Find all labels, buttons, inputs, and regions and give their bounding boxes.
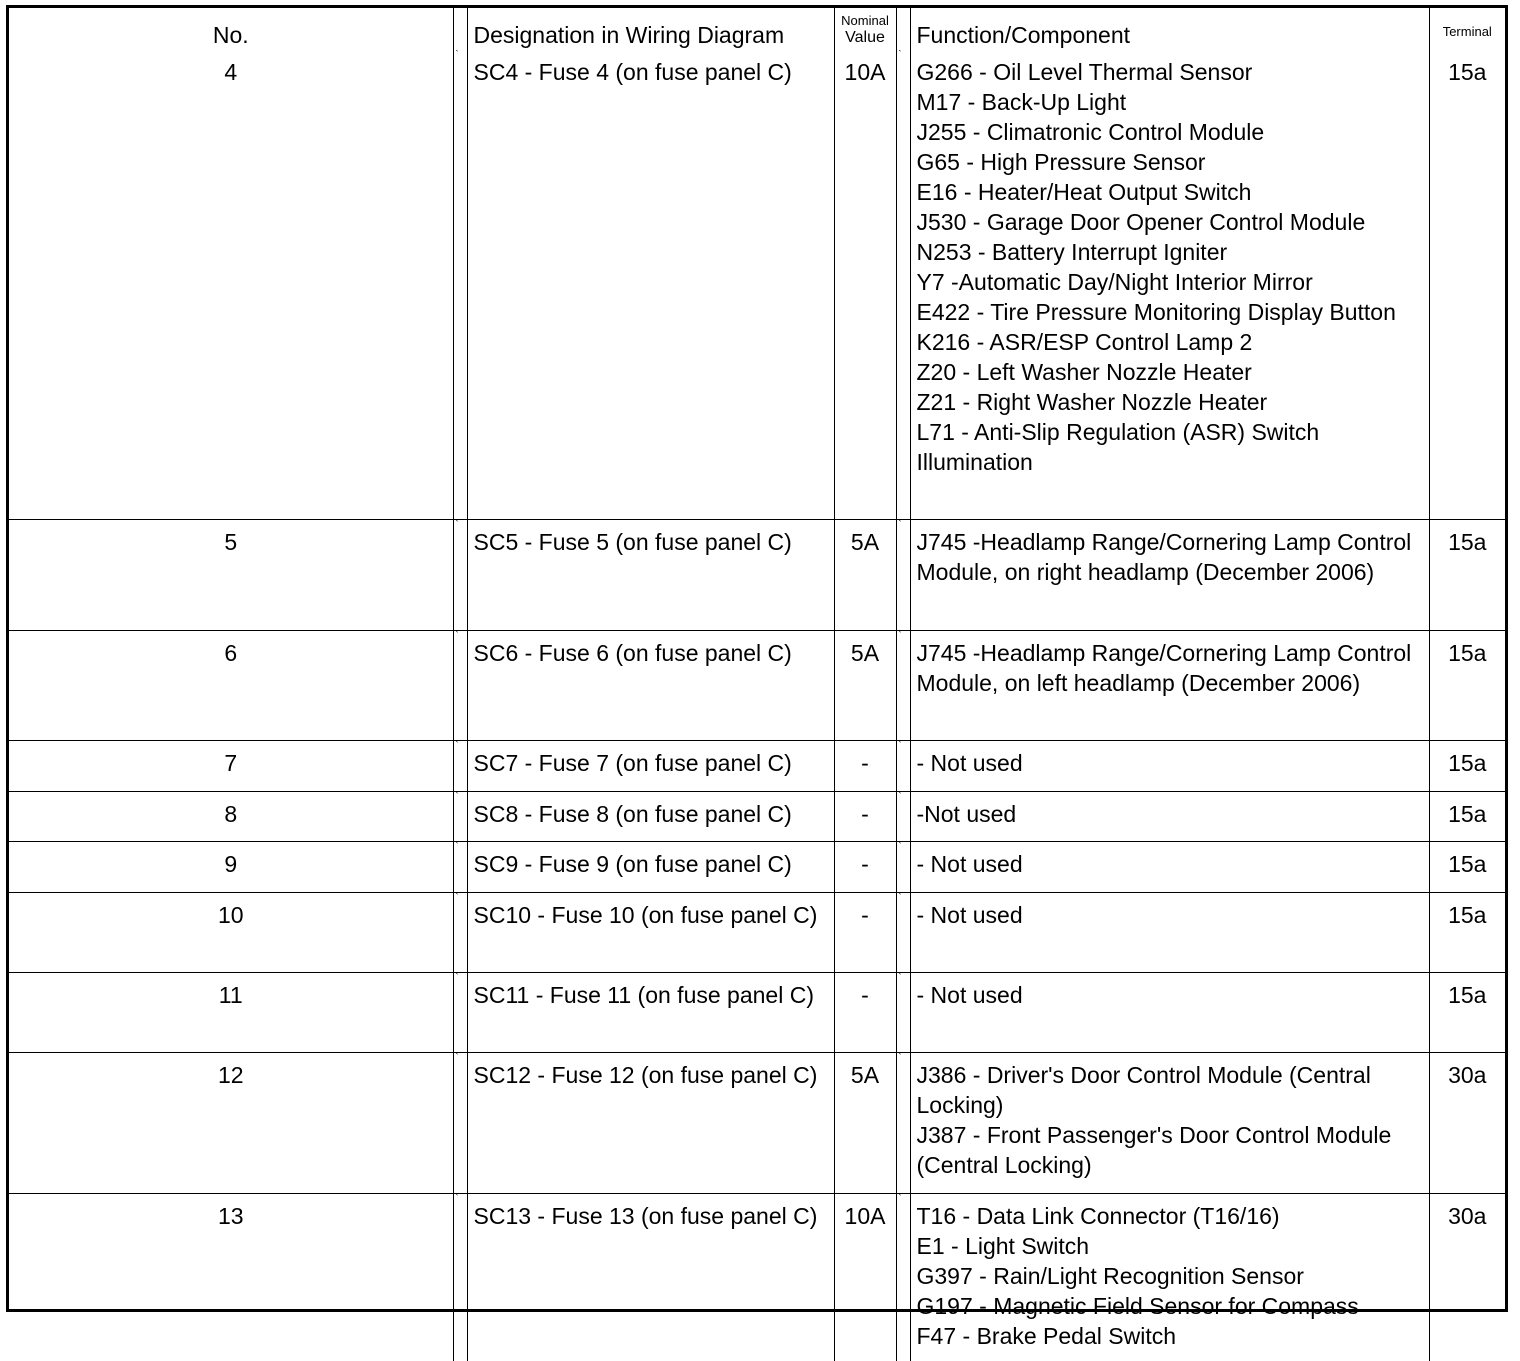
function-component-cell	[910, 1194, 1429, 1361]
terminal-value: 15a	[1429, 520, 1505, 631]
fuse-number: 4	[9, 50, 453, 520]
function-component-cell	[910, 973, 1429, 1053]
terminal-value: 15a	[1429, 631, 1505, 741]
nominal-value: 10A	[834, 1194, 896, 1361]
header-nominal-line1: Nominal	[835, 13, 896, 28]
column-divider: `	[896, 1053, 910, 1194]
function-component-item: J745 -Headlamp Range/Cornering Lamp Control Module, on left headlamp (December 2006)	[917, 638, 1425, 698]
terminal-value: 15a	[1429, 842, 1505, 893]
header-terminal-label: Terminal	[1443, 24, 1492, 39]
column-divider	[896, 8, 910, 50]
fuse-designation: SC13 - Fuse 13 (on fuse panel C)	[467, 1194, 834, 1361]
function-component-item: M17 - Back-Up Light	[917, 87, 1425, 117]
function-component-item: J745 -Headlamp Range/Cornering Lamp Control Module, on right headlamp (December 2006)	[917, 527, 1425, 587]
table-row	[9, 973, 1505, 1053]
header-nominal-value	[834, 8, 896, 50]
column-divider: `	[453, 1194, 467, 1361]
nominal-value: 10A	[834, 50, 896, 520]
column-divider: `	[453, 792, 467, 842]
function-component-item: F47 - Brake Pedal Switch	[917, 1321, 1425, 1351]
function-component-item: G197 - Magnetic Field Sensor for Compass	[917, 1291, 1425, 1321]
column-divider: `	[453, 50, 467, 520]
column-divider	[453, 8, 467, 50]
fuse-designation: SC4 - Fuse 4 (on fuse panel C)	[467, 50, 834, 520]
nominal-value: 5A	[834, 631, 896, 741]
fuse-designation: SC10 - Fuse 10 (on fuse panel C)	[467, 893, 834, 973]
function-component-item: -Not used	[917, 799, 1425, 829]
terminal-value: 15a	[1429, 741, 1505, 792]
column-divider: `	[896, 741, 910, 792]
table-row	[9, 893, 1505, 973]
nominal-value: 5A	[834, 1053, 896, 1194]
fuse-designation: SC11 - Fuse 11 (on fuse panel C)	[467, 973, 834, 1053]
column-divider: `	[453, 842, 467, 893]
terminal-value: 15a	[1429, 973, 1505, 1053]
function-component-cell	[910, 893, 1429, 973]
header-no: No.	[9, 8, 453, 50]
nominal-value: -	[834, 741, 896, 792]
nominal-value: -	[834, 792, 896, 842]
header-terminal	[1429, 8, 1505, 50]
fuse-number: 5	[9, 520, 453, 631]
column-divider: `	[453, 973, 467, 1053]
fuse-designation: SC12 - Fuse 12 (on fuse panel C)	[467, 1053, 834, 1194]
fuse-number: 11	[9, 973, 453, 1053]
function-component-item: - Not used	[917, 748, 1425, 778]
function-component-item: Z20 - Left Washer Nozzle Heater	[917, 357, 1425, 387]
column-divider: `	[896, 50, 910, 520]
column-divider: `	[453, 520, 467, 631]
header-designation: Designation in Wiring Diagram	[467, 8, 834, 50]
terminal-value: 30a	[1429, 1194, 1505, 1361]
function-component-cell	[910, 631, 1429, 741]
function-component-cell	[910, 520, 1429, 631]
fuse-number: 8	[9, 792, 453, 842]
function-component-item: J386 - Driver's Door Control Module (Central Locking)	[917, 1060, 1425, 1120]
table-body	[9, 50, 1505, 1361]
function-component-item: E422 - Tire Pressure Monitoring Display Button	[917, 297, 1425, 327]
table-row	[9, 792, 1505, 842]
function-component-item: - Not used	[917, 980, 1425, 1010]
table-row	[9, 741, 1505, 792]
function-component-item: J255 - Climatronic Control Module	[917, 117, 1425, 147]
column-divider: `	[896, 520, 910, 631]
function-component-item: K216 - ASR/ESP Control Lamp 2	[917, 327, 1425, 357]
function-component-item: Z21 - Right Washer Nozzle Heater	[917, 387, 1425, 417]
function-component-item: G266 - Oil Level Thermal Sensor	[917, 57, 1425, 87]
function-component-cell	[910, 50, 1429, 520]
nominal-value: -	[834, 893, 896, 973]
column-divider: `	[453, 741, 467, 792]
fuse-table	[9, 8, 1505, 1361]
fuse-number: 13	[9, 1194, 453, 1361]
function-component-item: T16 - Data Link Connector (T16/16)	[917, 1201, 1425, 1231]
fuse-number: 7	[9, 741, 453, 792]
fuse-number: 9	[9, 842, 453, 893]
fuse-number: 10	[9, 893, 453, 973]
terminal-value: 15a	[1429, 893, 1505, 973]
function-component-item: G397 - Rain/Light Recognition Sensor	[917, 1261, 1425, 1291]
function-component-cell	[910, 1053, 1429, 1194]
nominal-value: -	[834, 842, 896, 893]
function-component-item: - Not used	[917, 900, 1425, 930]
terminal-value: 30a	[1429, 1053, 1505, 1194]
column-divider: `	[896, 893, 910, 973]
function-component-item: E1 - Light Switch	[917, 1231, 1425, 1261]
function-component-item: Y7 -Automatic Day/Night Interior Mirror	[917, 267, 1425, 297]
function-component-item: - Not used	[917, 849, 1425, 879]
header-nominal-line2: Value	[835, 28, 896, 48]
fuse-designation: SC7 - Fuse 7 (on fuse panel C)	[467, 741, 834, 792]
terminal-value: 15a	[1429, 792, 1505, 842]
fuse-designation: SC8 - Fuse 8 (on fuse panel C)	[467, 792, 834, 842]
fuse-table-sheet	[6, 5, 1508, 1312]
fuse-designation: SC9 - Fuse 9 (on fuse panel C)	[467, 842, 834, 893]
table-row	[9, 520, 1505, 631]
table-row	[9, 1194, 1505, 1361]
table-header-row	[9, 8, 1505, 50]
function-component-item: N253 - Battery Interrupt Igniter	[917, 237, 1425, 267]
column-divider: `	[896, 631, 910, 741]
column-divider: `	[896, 973, 910, 1053]
function-component-cell	[910, 741, 1429, 792]
function-component-cell	[910, 792, 1429, 842]
column-divider: `	[896, 792, 910, 842]
function-component-item: J530 - Garage Door Opener Control Module	[917, 207, 1425, 237]
fuse-designation: SC6 - Fuse 6 (on fuse panel C)	[467, 631, 834, 741]
fuse-number: 6	[9, 631, 453, 741]
column-divider: `	[453, 893, 467, 973]
column-divider: `	[896, 842, 910, 893]
nominal-value: 5A	[834, 520, 896, 631]
table-row	[9, 631, 1505, 741]
nominal-value: -	[834, 973, 896, 1053]
column-divider: `	[453, 631, 467, 741]
function-component-item: J387 - Front Passenger's Door Control Module (Central Locking)	[917, 1120, 1425, 1180]
terminal-value: 15a	[1429, 50, 1505, 520]
column-divider: `	[453, 1053, 467, 1194]
function-component-item: G65 - High Pressure Sensor	[917, 147, 1425, 177]
function-component-cell	[910, 842, 1429, 893]
table-row	[9, 842, 1505, 893]
function-component-item: L71 - Anti-Slip Regulation (ASR) Switch Illumination	[917, 417, 1425, 477]
fuse-designation: SC5 - Fuse 5 (on fuse panel C)	[467, 520, 834, 631]
fuse-number: 12	[9, 1053, 453, 1194]
function-component-item: E16 - Heater/Heat Output Switch	[917, 177, 1425, 207]
column-divider: `	[896, 1194, 910, 1361]
table-row	[9, 1053, 1505, 1194]
table-row	[9, 50, 1505, 520]
header-function: Function/Component	[910, 8, 1429, 50]
